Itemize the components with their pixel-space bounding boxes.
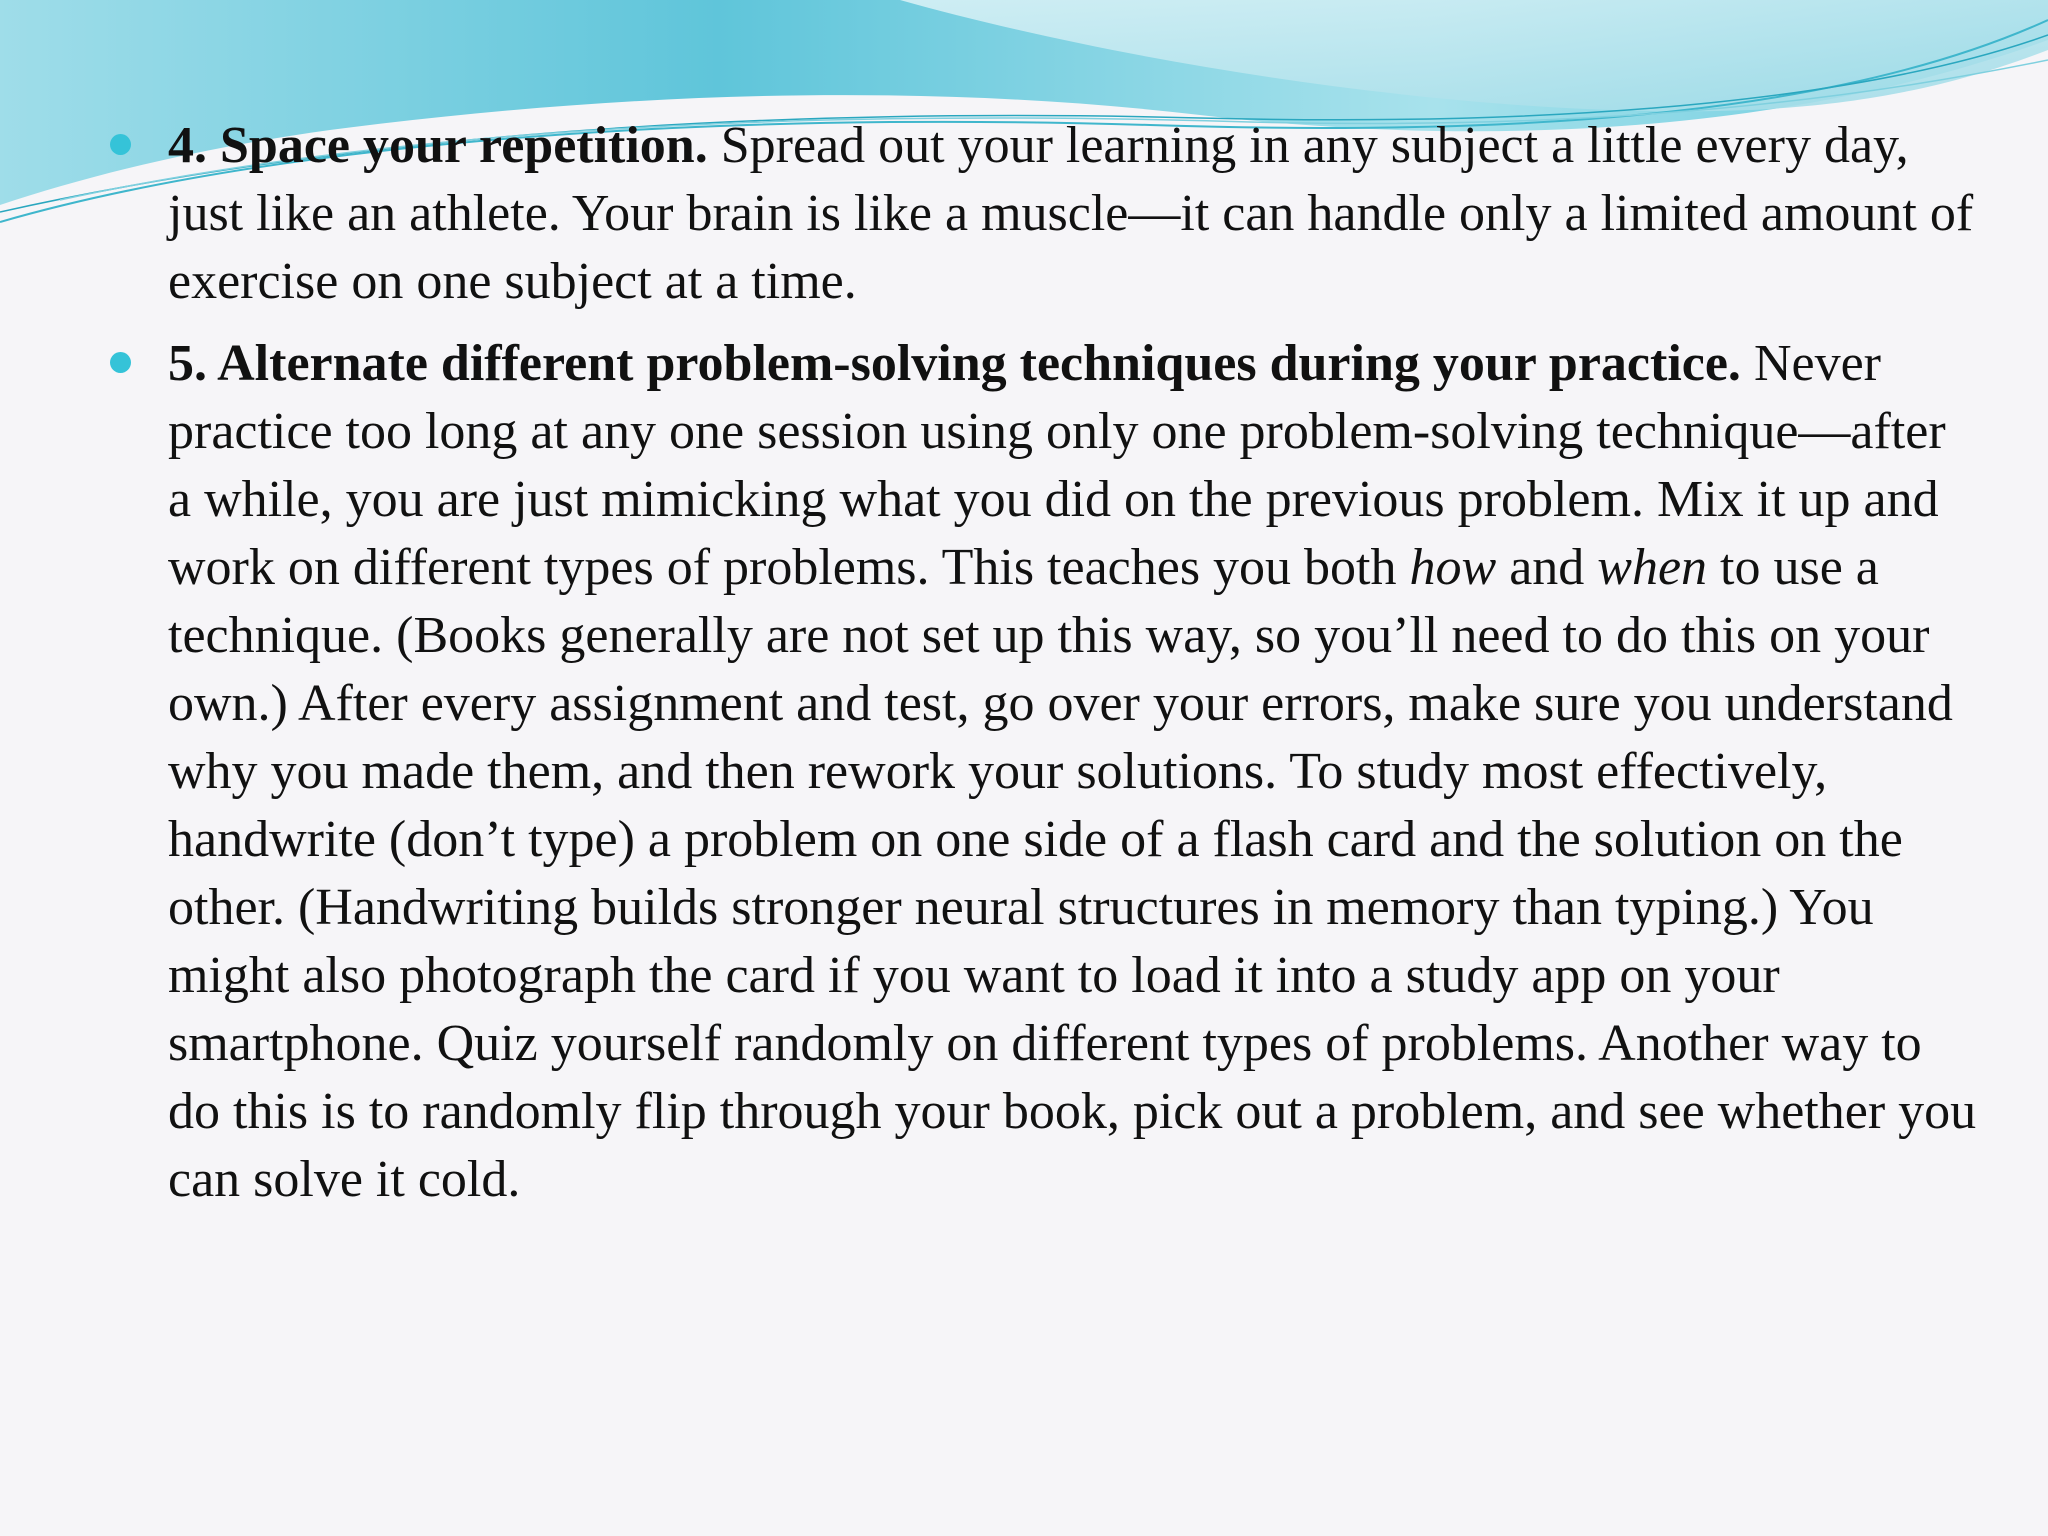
bullet-list bbox=[110, 112, 1980, 1214]
emphasis-how: how bbox=[1409, 539, 1497, 596]
bullet-heading: 5. Alternate different problem-solving techniques during your practice. bbox=[168, 335, 1741, 392]
bullet-body-part: Never practice too long at any one session using only one problem-solving technique—after a while, you are just mimicking what you did on the previous problem. Mix it up and work on different types of problems. This teaches you both bbox=[168, 335, 1946, 596]
bullet-heading: 4. Space your repetition. bbox=[168, 117, 708, 174]
slide-content bbox=[110, 112, 1980, 1228]
bullet-body: Spread out your learning in any subject a little every day, just like an athlete. Your brain is like a muscle—it can handle only a limited amount of exercise on one subject at a time. bbox=[168, 117, 1974, 310]
bullet-item-space-repetition bbox=[110, 112, 1980, 316]
bullet-item-alternate-techniques bbox=[110, 330, 1980, 1214]
bullet-body-part: to use a technique. (Books generally are not set up this way, so you’ll need to do this on your own.) After every assignment and test, go over your errors, make sure you understand why you made them, and then rework your solutions. To study most effectively, handwrite (don’t type) a problem on one side of a flash card and the solution on the other. (Handwriting builds stronger neural structures in memory than typing.) You might also photograph the card if you want to load it into a study app on your smartphone. Quiz yourself randomly on different types of problems. Another way to do this is to randomly flip through your book, pick out a problem, and see whether you can solve it cold. bbox=[168, 539, 1977, 1208]
bullet-dot-icon bbox=[110, 134, 131, 155]
bullet-dot-icon bbox=[110, 352, 131, 373]
emphasis-when: when bbox=[1597, 539, 1708, 596]
bullet-body-part: and bbox=[1496, 539, 1598, 596]
